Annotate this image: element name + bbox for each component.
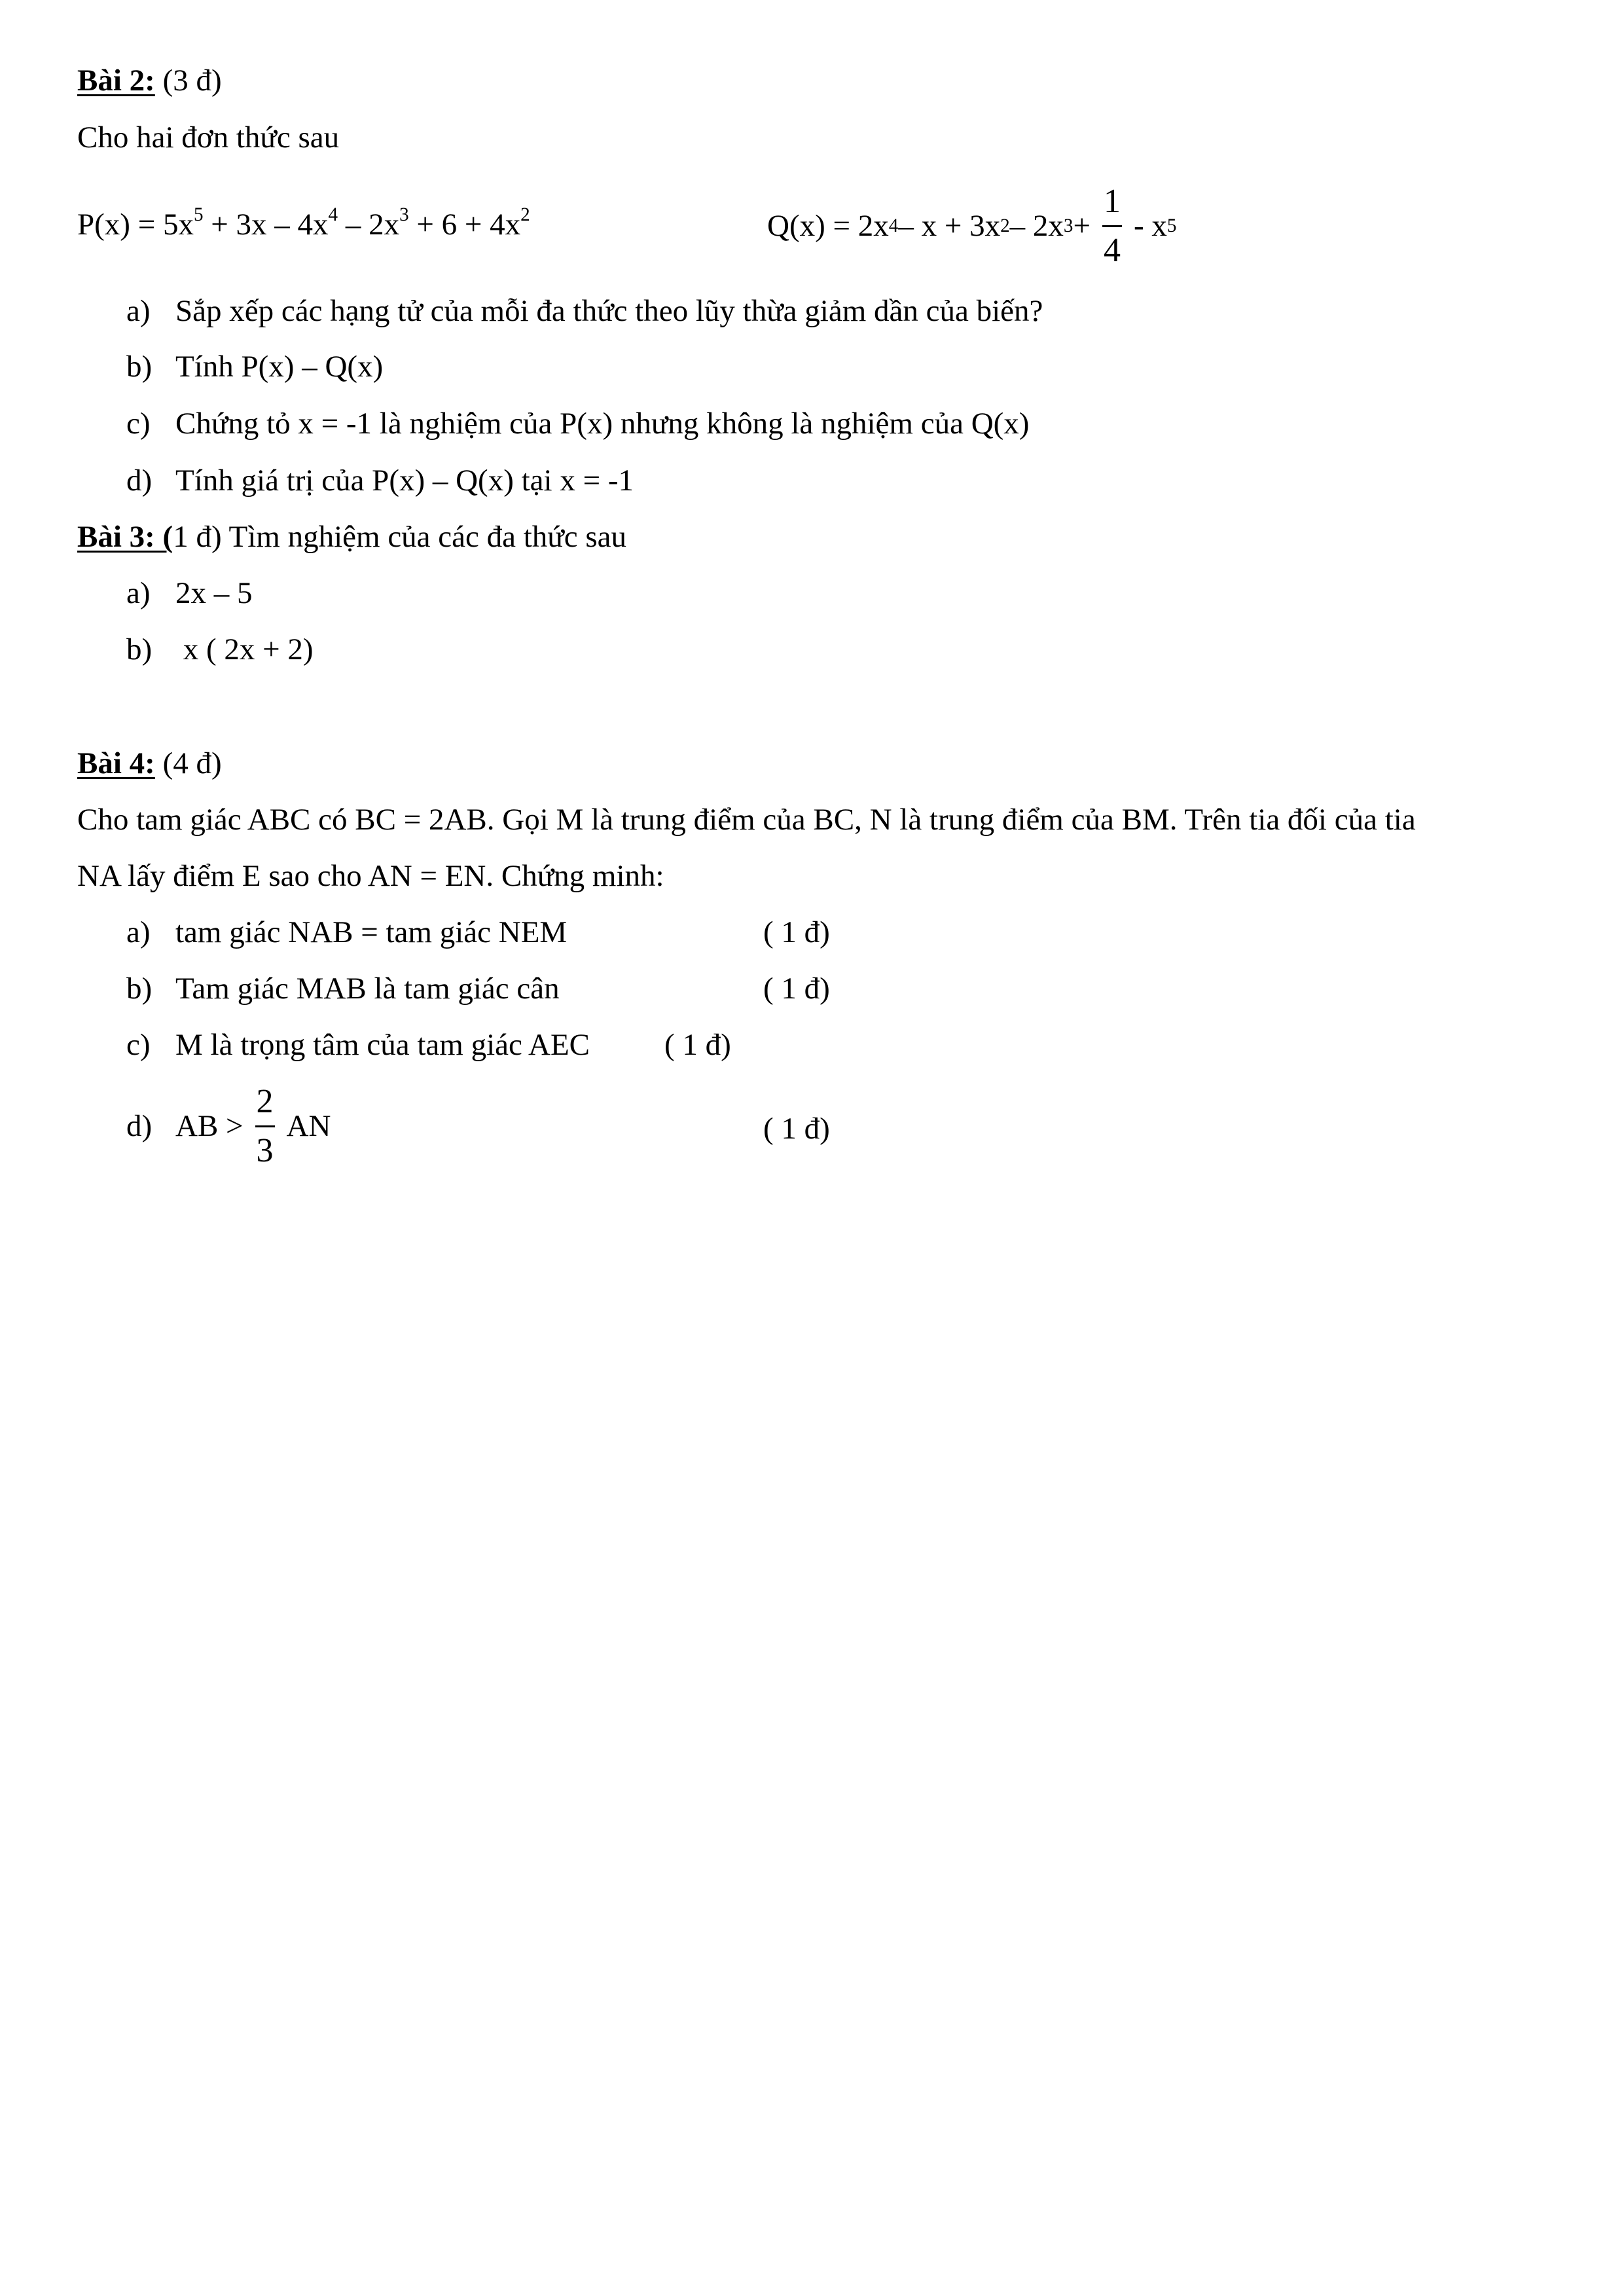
bai4-points: (4 đ): [154, 746, 222, 780]
polynomial-q: Q(x) = 2x 4 – x + 3x 2 – 2x 3 + $\frac{1}{4}$ - x 5: [767, 182, 1177, 269]
list-marker: b): [126, 632, 153, 666]
list-item: [126, 409, 1029, 439]
q-part: +: [1073, 208, 1091, 243]
list-item: [126, 578, 253, 609]
list-marker: c): [126, 1028, 151, 1062]
p-part: + 6 + 4x: [408, 208, 521, 242]
item-points: ( 1 đ): [664, 1028, 731, 1062]
q-part: - x: [1133, 208, 1167, 243]
list-text: Tính giá trị của P(x) – Q(x) tại x = -1: [175, 464, 634, 498]
fraction-one-quarter: [1100, 182, 1125, 269]
list-text: AB >: [175, 1108, 244, 1143]
list-marker: a): [126, 915, 151, 949]
bai3-title: Bài 3: (: [77, 520, 173, 554]
list-item: [126, 917, 567, 948]
list-text: x ( 2x + 2): [175, 632, 314, 666]
item-points: ( 1 đ): [763, 915, 830, 949]
list-item: [126, 352, 383, 382]
bai4-title: Bài 4:: [77, 746, 155, 780]
list-item: [126, 634, 314, 665]
list-item: [126, 1074, 331, 1178]
bai2-intro: Cho hai đơn thức sau: [77, 120, 340, 155]
p-exponent: 2: [520, 204, 530, 226]
p-part: – 2x: [338, 208, 400, 242]
list-item: [126, 465, 634, 496]
list-marker: d): [126, 1108, 153, 1143]
list-text: Tam giác MAB là tam giác cân: [175, 972, 560, 1006]
list-text: M là trọng tâm của tam giác AEC: [175, 1028, 590, 1062]
fraction-numerator: 2: [256, 1082, 274, 1120]
bai2-points: (3 đ): [154, 64, 222, 98]
bai4-intro-line1: Cho tam giác ABC có BC = 2AB. Gọi M là trung điểm của BC, N là trung điểm của BM. Trên tia đối của tia: [77, 803, 1416, 837]
p-exponent: 3: [399, 204, 409, 226]
list-item: [126, 974, 560, 1004]
list-text: Sắp xếp các hạng tử của mỗi đa thức theo lũy thừa giảm dần của biến?: [175, 294, 1043, 328]
q-part: – 2x: [1009, 208, 1064, 243]
list-text: tam giác NAB = tam giác NEM: [175, 915, 568, 949]
q-part: – x + 3x: [898, 208, 1001, 243]
bai4-heading: [77, 748, 222, 779]
fraction-numerator: 1: [1103, 182, 1121, 220]
p-exponent: 4: [328, 204, 338, 226]
item-points: ( 1 đ): [763, 1112, 830, 1146]
q-part: Q(x) = 2x: [767, 208, 889, 243]
fraction-denominator: 4: [1103, 231, 1121, 269]
list-marker: c): [126, 407, 151, 441]
bai3-heading: [77, 522, 626, 553]
bai2-title: Bài 2:: [77, 64, 155, 98]
list-item: [126, 1030, 590, 1061]
list-text: Tính P(x) – Q(x): [175, 350, 384, 384]
bai4-intro-line2: NA lấy điểm E sao cho AN = EN. Chứng minh:: [77, 859, 664, 893]
list-marker: b): [126, 350, 153, 384]
bai2-heading: [77, 65, 222, 96]
list-marker: d): [126, 464, 153, 498]
polynomial-p: [77, 204, 530, 242]
item-points: ( 1 đ): [763, 972, 830, 1006]
p-exponent: 5: [193, 204, 204, 226]
list-marker: b): [126, 972, 153, 1006]
list-marker: a): [126, 576, 151, 610]
list-text: AN: [286, 1108, 331, 1143]
list-marker: a): [126, 294, 151, 328]
fraction-denominator: 3: [256, 1131, 274, 1169]
list-item: [126, 296, 1043, 327]
list-text: Chứng tỏ x = -1 là nghiệm của P(x) nhưng không là nghiệm của Q(x): [175, 407, 1030, 441]
fraction-two-thirds: [253, 1082, 278, 1169]
p-part: P(x) = 5x: [77, 208, 194, 242]
p-part: + 3x – 4x: [203, 208, 329, 242]
list-text: 2x – 5: [175, 576, 253, 610]
bai3-rest: 1 đ) Tìm nghiệm của các đa thức sau: [173, 520, 627, 554]
